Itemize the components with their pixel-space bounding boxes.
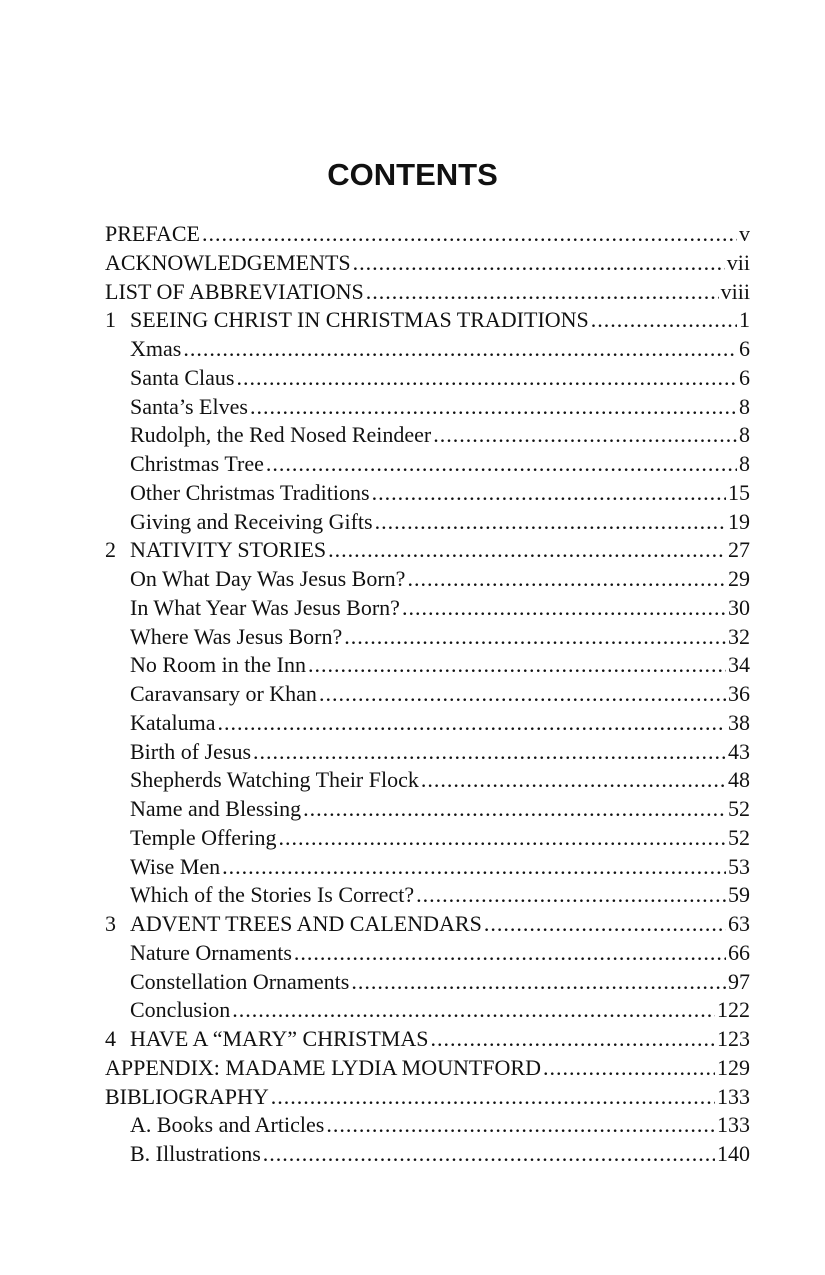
toc-subentry bbox=[105, 594, 750, 623]
entry-title: On What Day Was Jesus Born? bbox=[130, 566, 406, 591]
dot-leader bbox=[183, 335, 737, 364]
toc-subentry bbox=[105, 824, 750, 853]
page-number: 8 bbox=[739, 393, 750, 419]
chapter-number: 1 bbox=[105, 307, 116, 333]
toc-subentry bbox=[105, 709, 750, 738]
page-number: 1 bbox=[739, 307, 750, 333]
page-title: CONTENTS bbox=[327, 157, 498, 192]
page-number: 32 bbox=[728, 623, 750, 649]
entry-title: Name and Blessing bbox=[130, 796, 302, 821]
dot-leader bbox=[372, 479, 726, 508]
entry-title: Nature Ornaments bbox=[130, 939, 292, 965]
dot-leader bbox=[433, 421, 737, 450]
chapter-number: 2 bbox=[105, 537, 116, 563]
dot-leader bbox=[271, 1083, 715, 1112]
entry-title: Caravansary or Khan bbox=[130, 681, 317, 706]
entry-title: Giving and Receiving Gifts bbox=[130, 508, 373, 534]
toc-subentry bbox=[105, 479, 750, 508]
page-number: 66 bbox=[728, 939, 750, 965]
entry-title: Santa’s Elves bbox=[130, 393, 248, 419]
page-number: 59 bbox=[728, 882, 750, 908]
dot-leader bbox=[421, 766, 726, 795]
dot-leader bbox=[303, 795, 726, 824]
chapter-number: 3 bbox=[105, 911, 116, 936]
entry-title: HAVE A “MARY” CHRISTMAS bbox=[130, 1026, 429, 1051]
page-number: 63 bbox=[728, 911, 750, 936]
entry-title: In What Year Was Jesus Born? bbox=[130, 594, 400, 620]
entry-title: SEEING CHRIST IN CHRISTMAS TRADITIONS bbox=[130, 307, 589, 333]
dot-leader bbox=[407, 565, 726, 594]
entry-title: Other Christmas Traditions bbox=[130, 479, 370, 505]
page-number: 8 bbox=[739, 451, 750, 476]
page-number: 8 bbox=[739, 422, 750, 448]
dot-leader bbox=[266, 450, 737, 479]
entry-title: Christmas Tree bbox=[130, 451, 264, 476]
page-number: 38 bbox=[728, 709, 750, 735]
entry-title: BIBLIOGRAPHY bbox=[105, 1083, 269, 1109]
dot-leader bbox=[366, 278, 719, 307]
entry-title: Birth of Jesus bbox=[130, 738, 251, 764]
dot-leader bbox=[328, 536, 726, 565]
page-number: 27 bbox=[728, 537, 750, 563]
dot-leader bbox=[344, 623, 726, 652]
entry-title: ACKNOWLEDGEMENTS bbox=[105, 249, 351, 275]
toc-entry bbox=[105, 536, 750, 565]
toc-subentry bbox=[105, 795, 750, 824]
toc-entry bbox=[105, 278, 750, 307]
toc-subentry bbox=[105, 335, 750, 364]
page-number: 129 bbox=[717, 1054, 750, 1080]
toc-subentry bbox=[105, 421, 750, 450]
dot-leader bbox=[218, 709, 726, 738]
dot-leader bbox=[351, 968, 726, 997]
page-number: 53 bbox=[728, 853, 750, 879]
toc-subentry bbox=[105, 508, 750, 537]
toc-entry bbox=[105, 220, 750, 249]
entry-title: Santa Claus bbox=[130, 364, 235, 390]
page-number: 52 bbox=[728, 824, 750, 850]
toc-subentry bbox=[105, 1140, 750, 1169]
entry-title: Kataluma bbox=[130, 709, 216, 735]
dot-leader bbox=[430, 1025, 715, 1054]
table-of-contents bbox=[105, 220, 750, 1169]
entry-title: Which of the Stories Is Correct? bbox=[130, 882, 415, 908]
dot-leader bbox=[232, 996, 715, 1025]
dot-leader bbox=[484, 910, 726, 939]
toc-subentry bbox=[105, 680, 750, 709]
entry-title: Constellation Ornaments bbox=[130, 968, 350, 994]
page-number: 43 bbox=[728, 738, 750, 764]
toc-entry bbox=[105, 1083, 750, 1112]
toc-subentry bbox=[105, 450, 750, 479]
dot-leader bbox=[353, 249, 725, 278]
toc-subentry bbox=[105, 968, 750, 997]
dot-leader bbox=[222, 853, 726, 882]
toc-entry bbox=[105, 306, 750, 335]
page-number: 52 bbox=[728, 796, 750, 821]
page-number: 133 bbox=[717, 1083, 750, 1109]
dot-leader bbox=[237, 364, 738, 393]
page-number: 6 bbox=[739, 336, 750, 361]
entry-title: LIST OF ABBREVIATIONS bbox=[105, 278, 364, 304]
page-number: 6 bbox=[739, 364, 750, 390]
dot-leader bbox=[253, 738, 726, 767]
page-number: 122 bbox=[717, 997, 750, 1023]
page-number: 29 bbox=[728, 566, 750, 591]
toc-entry bbox=[105, 910, 750, 939]
toc-subentry bbox=[105, 939, 750, 968]
entry-title: Where Was Jesus Born? bbox=[130, 623, 343, 649]
dot-leader bbox=[202, 220, 737, 249]
entry-title: Rudolph, the Red Nosed Reindeer bbox=[130, 422, 432, 448]
toc-subentry bbox=[105, 738, 750, 767]
dot-leader bbox=[326, 1111, 715, 1140]
page-number: v bbox=[739, 221, 750, 246]
toc-subentry bbox=[105, 766, 750, 795]
entry-title: B. Illustrations bbox=[130, 1141, 261, 1166]
toc-entry bbox=[105, 1054, 750, 1083]
dot-leader bbox=[591, 306, 737, 335]
entry-title: No Room in the Inn bbox=[130, 652, 306, 678]
entry-title: Shepherds Watching Their Flock bbox=[130, 767, 419, 793]
page-number: 30 bbox=[728, 594, 750, 620]
toc-subentry bbox=[105, 393, 750, 422]
dot-leader bbox=[279, 824, 726, 853]
dot-leader bbox=[294, 939, 726, 968]
dot-leader bbox=[319, 680, 726, 709]
dot-leader bbox=[263, 1140, 715, 1169]
entry-title: A. Books and Articles bbox=[130, 1112, 325, 1138]
entry-title: PREFACE bbox=[105, 221, 200, 246]
dot-leader bbox=[250, 393, 737, 422]
dot-leader bbox=[308, 651, 726, 680]
page-number: 97 bbox=[728, 968, 750, 994]
entry-title: ADVENT TREES AND CALENDARS bbox=[130, 911, 482, 936]
page-number: 34 bbox=[728, 652, 750, 678]
toc-subentry bbox=[105, 565, 750, 594]
page-number: 140 bbox=[717, 1141, 750, 1166]
toc-entry bbox=[105, 249, 750, 278]
dot-leader bbox=[416, 881, 726, 910]
entry-title: Temple Offering bbox=[130, 824, 277, 850]
page-number: viii bbox=[720, 278, 750, 304]
page-number: 133 bbox=[717, 1112, 750, 1138]
dot-leader bbox=[543, 1054, 715, 1083]
entry-title: Xmas bbox=[130, 336, 182, 361]
page-number: 19 bbox=[728, 508, 750, 534]
toc-subentry bbox=[105, 623, 750, 652]
toc-entry bbox=[105, 1025, 750, 1054]
page-number: 48 bbox=[728, 767, 750, 793]
chapter-number: 4 bbox=[105, 1026, 116, 1051]
entry-title: Wise Men bbox=[130, 853, 221, 879]
toc-subentry bbox=[105, 881, 750, 910]
page-number: 123 bbox=[717, 1026, 750, 1051]
dot-leader bbox=[375, 508, 726, 537]
page-number: 15 bbox=[728, 479, 750, 505]
toc-subentry bbox=[105, 651, 750, 680]
dot-leader bbox=[402, 594, 726, 623]
page-number: vii bbox=[726, 249, 750, 275]
entry-title: NATIVITY STORIES bbox=[130, 537, 327, 563]
toc-subentry bbox=[105, 853, 750, 882]
toc-subentry bbox=[105, 996, 750, 1025]
page-number: 36 bbox=[728, 681, 750, 706]
toc-subentry bbox=[105, 1111, 750, 1140]
entry-title: APPENDIX: MADAME LYDIA MOUNTFORD bbox=[105, 1054, 541, 1080]
toc-subentry bbox=[105, 364, 750, 393]
entry-title: Conclusion bbox=[130, 997, 231, 1023]
